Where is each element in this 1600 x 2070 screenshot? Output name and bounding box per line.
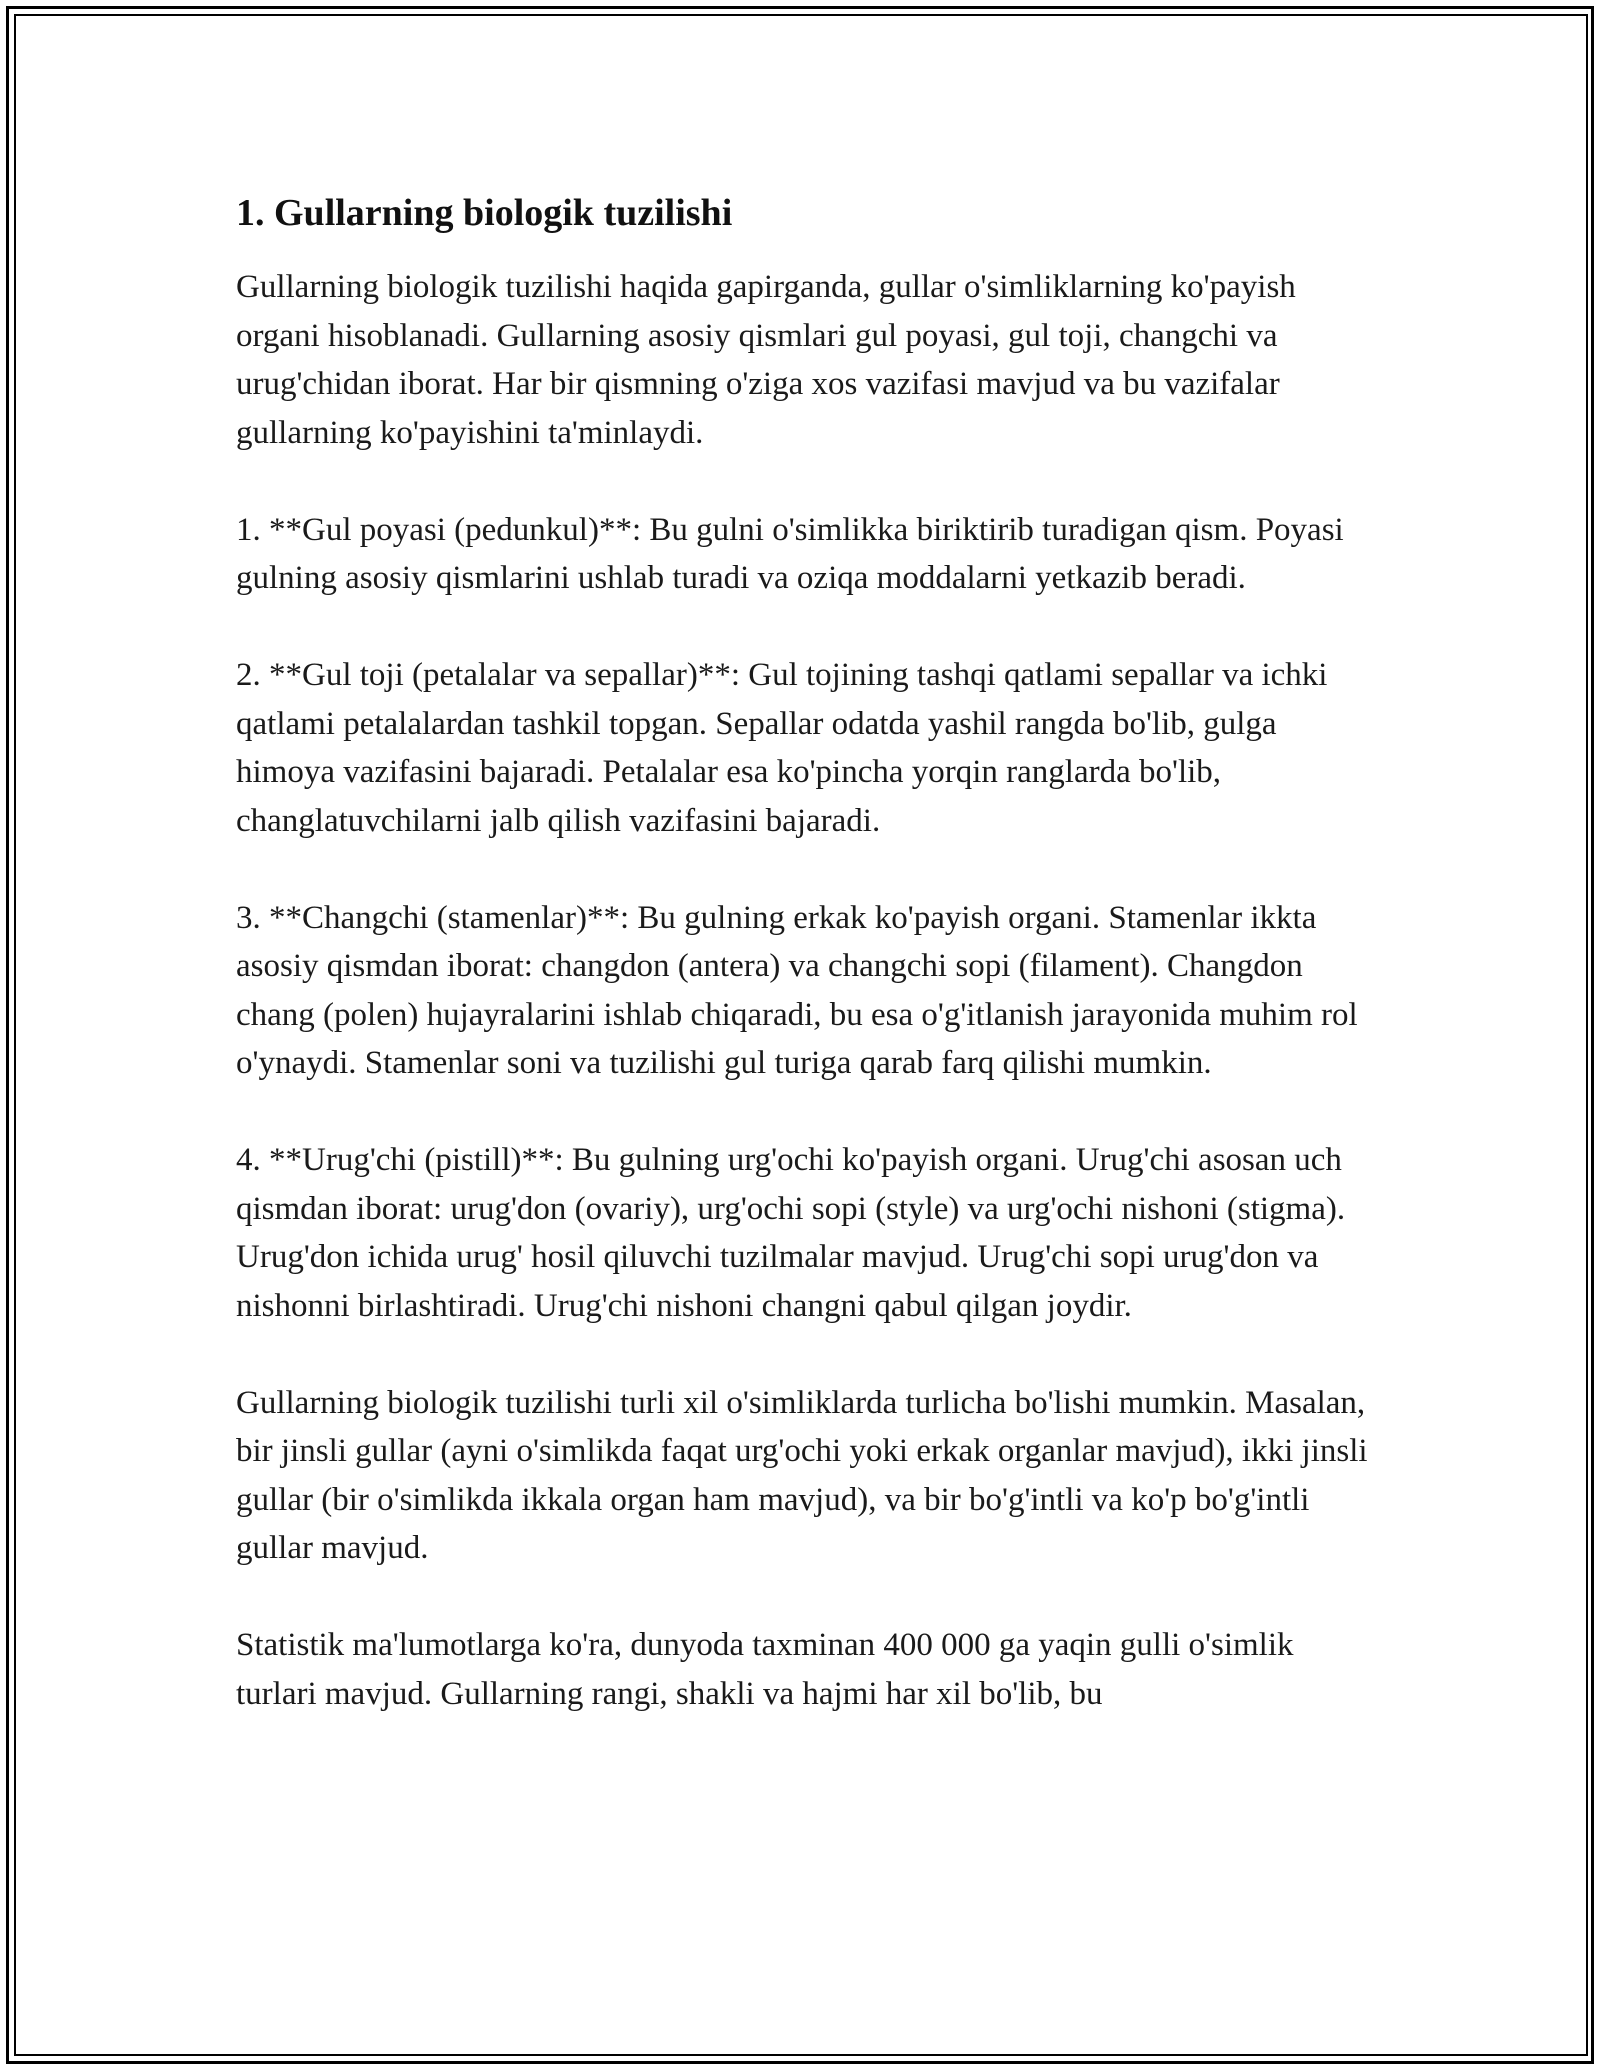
paragraph-item-2: 2. **Gul toji (petalalar va sepallar)**: Gul tojining tashqi qatlami sepallar va ichki qatlami petalalardan tashkil topgan. Sepallar odatda yashil rangda bo'lib, gulga himoya vazifasini bajaradi. Petalalar esa ko'pincha yorqin ranglarda bo'lib, changlatuvchilarni jalb qilish vazifasini bajaradi. [236, 657, 1328, 839]
paragraph-variation: Gullarning biologik tuzilishi turli xil o'simliklarda turlicha bo'lishi mumkin. Masalan, bir jinsli gullar (ayni o'simlikda faqat urg'ochi yoki erkak organlar mavjud), ikki jinsli gullar (bir o'simlikda ikkala organ ham mavjud), va bir bo'g'intli va ko'p bo'g'intli gullar mavjud. [236, 1384, 1368, 1566]
paragraph-statistics: Statistik ma'lumotlarga ko'ra, dunyoda taxminan 400 000 ga yaqin gulli o'simlik turlari mavjud. Gullarning rangi, shakli va hajmi har xil bo'lib, bu [236, 1627, 1294, 1712]
paragraph-item-3: 3. **Changchi (stamenlar)**: Bu gulning erkak ko'payish organi. Stamenlar ikkta asosiy qismdan iborat: changdon (antera) va changchi sopi (filament). Changdon chang (polen) hujayralarini ishlab chiqaradi, bu esa o'g'itlanish jarayonida muhim rol o'ynaydi. Stamenlar soni va tuzilishi gul turiga qarab farq qilishi mumkin. [236, 899, 1358, 1081]
document-title: 1. Gullarning biologik tuzilishi [236, 192, 733, 234]
paragraph-item-4: 4. **Urug'chi (pistill)**: Bu gulning urg'ochi ko'payish organi. Urug'chi asosan uch qismdan iborat: urug'don (ovariy), urg'ochi sopi (style) va urg'ochi nishoni (stigma). Urug'don ichida urug' hosil qiluvchi tuzilmalar mavjud. Urug'chi sopi urug'don va nishonni birlashtiradi. Urug'chi nishoni changni qabul qilgan joydir. [236, 1142, 1346, 1324]
paragraph-item-1: 1. **Gul poyasi (pedunkul)**: Bu gulni o'simlikka biriktirib turadigan qism. Poyasi gulning asosiy qismlarini ushlab turadi va oziqa moddalarni yetkazib beradi. [236, 511, 1344, 596]
paragraph-intro: Gullarning biologik tuzilishi haqida gapirganda, gullar o'simliklarning ko'payish organi hisoblanadi. Gullarning asosiy qismlari gul poyasi, gul toji, changchi va urug'chidan iborat. Har bir qismning o'ziga xos vazifasi mavjud va bu vazifalar gullarning ko'payishini ta'minlaydi. [236, 269, 1296, 451]
document-body [236, 185, 1376, 1767]
